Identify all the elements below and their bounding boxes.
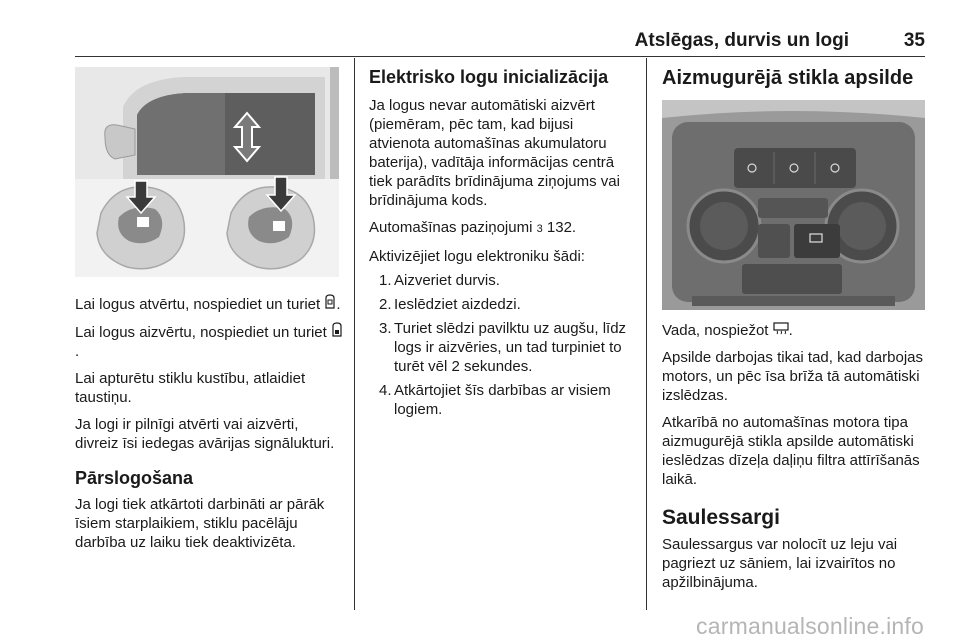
paragraph: Ja logi ir pilnīgi atvērti vai aizvērti, divreiz īsi iedegas avārijas signālukturi. bbox=[75, 416, 335, 452]
section-heading: Elektrisko logu inicializācija bbox=[369, 67, 609, 87]
page-reference[interactable]: 132. bbox=[546, 219, 577, 236]
climate-control-panel-illustration bbox=[662, 100, 925, 310]
punctuation: . bbox=[788, 322, 793, 339]
column-2 bbox=[369, 66, 637, 424]
list-item bbox=[369, 319, 637, 376]
paragraph bbox=[75, 322, 343, 361]
cross-reference-arrow: 3 bbox=[536, 223, 543, 235]
paragraph: Saulessargus var nolocīt uz leju vai pagriezt uz sāniem, lai izvairītos no apžilbinājuma. bbox=[662, 536, 898, 591]
paragraph: Ja logus nevar automātiski aizvērt (piemēram, pēc tam, kad bijusi atvienota automašīnas akumulatoru baterija), vadītāja informācijas centrā tiek parādīts brīdinājuma ziņojums vai brīdinājuma kods. bbox=[369, 97, 620, 209]
section-heading: Aizmugurējā stikla apsilde bbox=[662, 67, 914, 89]
section-heading: Pārslogošana bbox=[75, 468, 194, 488]
list-item bbox=[369, 271, 637, 290]
paragraph: Apsilde darbojas tikai tad, kad darbojas motors, un pēc īsa brīža tā automātiski izslēdzas. bbox=[662, 349, 923, 404]
step-number: 4. bbox=[379, 382, 392, 399]
paragraph bbox=[369, 218, 637, 239]
step-number: 3. bbox=[379, 320, 392, 337]
column-divider bbox=[354, 58, 355, 610]
window-open-key-icon bbox=[324, 294, 336, 314]
window-close-key-icon bbox=[331, 322, 343, 342]
paragraph: Aktivizējiet logu elektroniku šādi: bbox=[369, 248, 585, 265]
paragraph: Lai apturētu stiklu kustību, atlaidiet taustiņu. bbox=[75, 370, 306, 406]
step-text: Ieslēdziet aizdedzi. bbox=[394, 296, 521, 313]
paragraph: Ja logi tiek atkārtoti darbināti ar pārāk īsiem starplaikiem, stiklu pacēlāju darbība uz laiku tiek deaktivizēta. bbox=[75, 496, 325, 551]
column-divider bbox=[646, 58, 647, 610]
watermark: carmanualsonline.info bbox=[696, 613, 924, 639]
paragraph-text: Lai logus aizvērtu, nospiediet un turiet bbox=[75, 324, 327, 341]
step-list bbox=[369, 271, 637, 419]
page-header bbox=[75, 30, 925, 56]
paragraph bbox=[662, 321, 932, 340]
step-text: Aizveriet durvis. bbox=[394, 272, 500, 289]
chapter-title: Atslēgas, durvis un logi bbox=[634, 30, 849, 51]
rear-window-heat-icon bbox=[773, 321, 789, 340]
paragraph-text: Automašīnas paziņojumi bbox=[369, 219, 533, 236]
header-rule bbox=[75, 56, 925, 57]
section-heading: Saulessargi bbox=[662, 506, 780, 529]
punctuation: . bbox=[336, 296, 341, 313]
punctuation: . bbox=[75, 343, 80, 360]
paragraph: Atkarībā no automašīnas motora tipa aizmugurējā stikla apsilde automātiski ieslēdzas dīzeļa daļiņu filtra attīrīšanās laikā. bbox=[662, 414, 920, 488]
paragraph-text: Lai logus atvērtu, nospiediet un turiet bbox=[75, 296, 321, 313]
step-number: 1. bbox=[379, 272, 392, 289]
step-text: Atkārtojiet šīs darbības ar visiem logiem. bbox=[394, 382, 611, 418]
window-key-illustration bbox=[75, 67, 339, 277]
list-item bbox=[369, 295, 637, 314]
paragraph bbox=[75, 294, 343, 314]
page-number: 35 bbox=[903, 30, 925, 51]
list-item bbox=[369, 381, 637, 419]
paragraph-text: Vada, nospiežot bbox=[662, 322, 769, 339]
step-text: Turiet slēdzi pavilktu uz augšu, līdz logs ir aizvēries, un tad turpiniet to turēt vēl 2 sekundes. bbox=[394, 320, 627, 375]
step-number: 2. bbox=[379, 296, 392, 313]
